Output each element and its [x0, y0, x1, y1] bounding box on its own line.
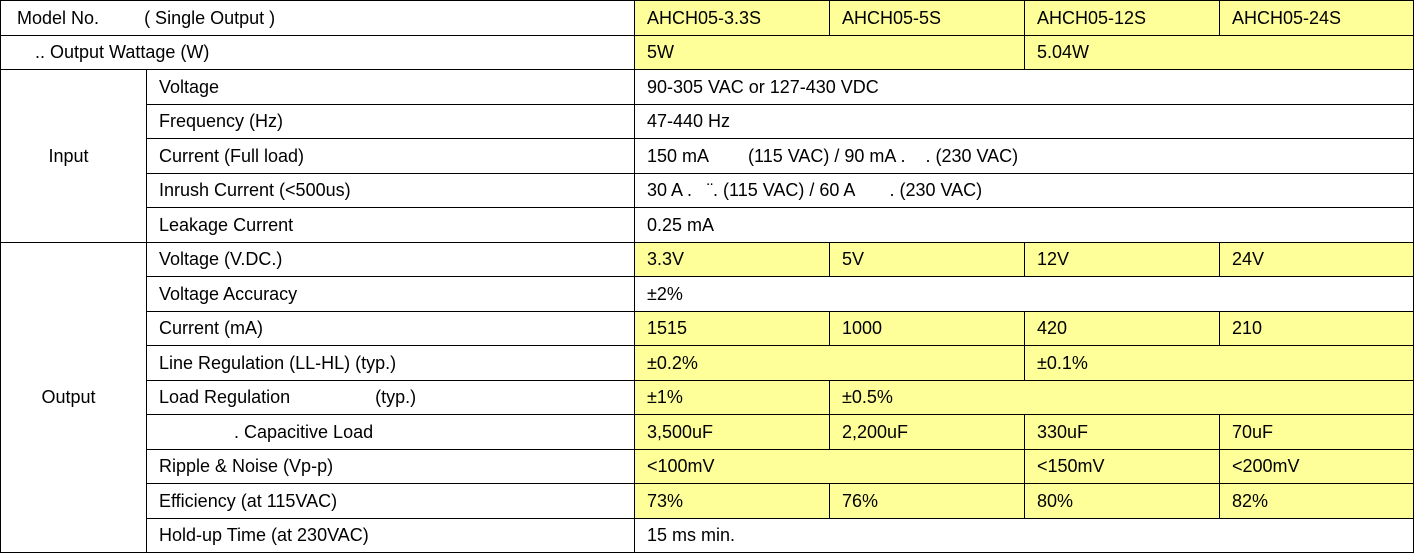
model-name: AHCH05-24S [1220, 1, 1414, 36]
row-value: <150mV [1025, 449, 1220, 484]
row-label: . Capacitive Load [147, 415, 635, 450]
row-value: 3,500uF [635, 415, 830, 450]
row-value: 12V [1025, 242, 1220, 277]
row-value: ±0.2% [635, 346, 1025, 381]
row-value: 1515 [635, 311, 830, 346]
row-value: 150 mA (115 VAC) / 90 mA . . (230 VAC) [635, 139, 1414, 174]
model-label: Model No. [17, 7, 100, 28]
row-label: Voltage (V.DC.) [147, 242, 635, 277]
row-value: ±1% [635, 380, 830, 415]
row-label: Hold-up Time (at 230VAC) [147, 518, 635, 553]
table-row-output-load-regulation [1, 380, 1414, 415]
output-group-label: Output [1, 242, 147, 553]
table-row-output-accuracy [1, 277, 1414, 312]
row-value: 5V [830, 242, 1025, 277]
row-value: 76% [830, 484, 1025, 519]
table-row-input-current [1, 139, 1414, 174]
row-label: Line Regulation (LL-HL) (typ.) [147, 346, 635, 381]
row-label: Current (mA) [147, 311, 635, 346]
row-label: Efficiency (at 115VAC) [147, 484, 635, 519]
row-value: <100mV [635, 449, 1025, 484]
model-name: AHCH05-12S [1025, 1, 1220, 36]
row-label: Inrush Current (<500us) [147, 173, 635, 208]
table-row-input-frequency [1, 104, 1414, 139]
row-label: Load Regulation (typ.) [147, 380, 635, 415]
table-row-input-voltage [1, 70, 1414, 105]
table-row-output-current [1, 311, 1414, 346]
row-value: ±2% [635, 277, 1414, 312]
row-value: ±0.1% [1025, 346, 1414, 381]
model-header-cell [1, 1, 635, 36]
table-row-output-holdup [1, 518, 1414, 553]
input-group-label: Input [1, 70, 147, 243]
row-value: 47-440 Hz [635, 104, 1414, 139]
table-row-input-inrush [1, 173, 1414, 208]
row-label: Voltage Accuracy [147, 277, 635, 312]
table-row-model [1, 1, 1414, 36]
row-value: 2,200uF [830, 415, 1025, 450]
row-value: 15 ms min. [635, 518, 1414, 553]
row-label: Voltage [147, 70, 635, 105]
row-label: Leakage Current [147, 208, 635, 243]
row-value: <200mV [1220, 449, 1414, 484]
row-value: 330uF [1025, 415, 1220, 450]
row-value: 24V [1220, 242, 1414, 277]
row-value: 420 [1025, 311, 1220, 346]
row-value: 82% [1220, 484, 1414, 519]
row-label: Ripple & Noise (Vp-p) [147, 449, 635, 484]
row-label: Frequency (Hz) [147, 104, 635, 139]
model-name: AHCH05-5S [830, 1, 1025, 36]
single-output-label: ( Single Output ) [144, 7, 276, 28]
row-value: 0.25 mA [635, 208, 1414, 243]
row-value: 90-305 VAC or 127-430 VDC [635, 70, 1414, 105]
row-value: 70uF [1220, 415, 1414, 450]
table-row-output-line-regulation [1, 346, 1414, 381]
table-row-output-efficiency [1, 484, 1414, 519]
row-value: 30 A . ¨. (115 VAC) / 60 A . (230 VAC) [635, 173, 1414, 208]
table-row-output-ripple [1, 449, 1414, 484]
row-value: 80% [1025, 484, 1220, 519]
table-row-output-capacitive-load [1, 415, 1414, 450]
row-value: 210 [1220, 311, 1414, 346]
model-name: AHCH05-3.3S [635, 1, 830, 36]
table-row-output-voltage [1, 242, 1414, 277]
wattage-value: 5W [635, 35, 1025, 70]
row-value: 1000 [830, 311, 1025, 346]
row-value: 3.3V [635, 242, 830, 277]
row-value: ±0.5% [830, 380, 1414, 415]
wattage-label: .. Output Wattage (W) [1, 35, 635, 70]
row-value: 73% [635, 484, 830, 519]
table-row-wattage [1, 35, 1414, 70]
table-row-input-leakage [1, 208, 1414, 243]
row-label: Current (Full load) [147, 139, 635, 174]
wattage-value: 5.04W [1025, 35, 1414, 70]
